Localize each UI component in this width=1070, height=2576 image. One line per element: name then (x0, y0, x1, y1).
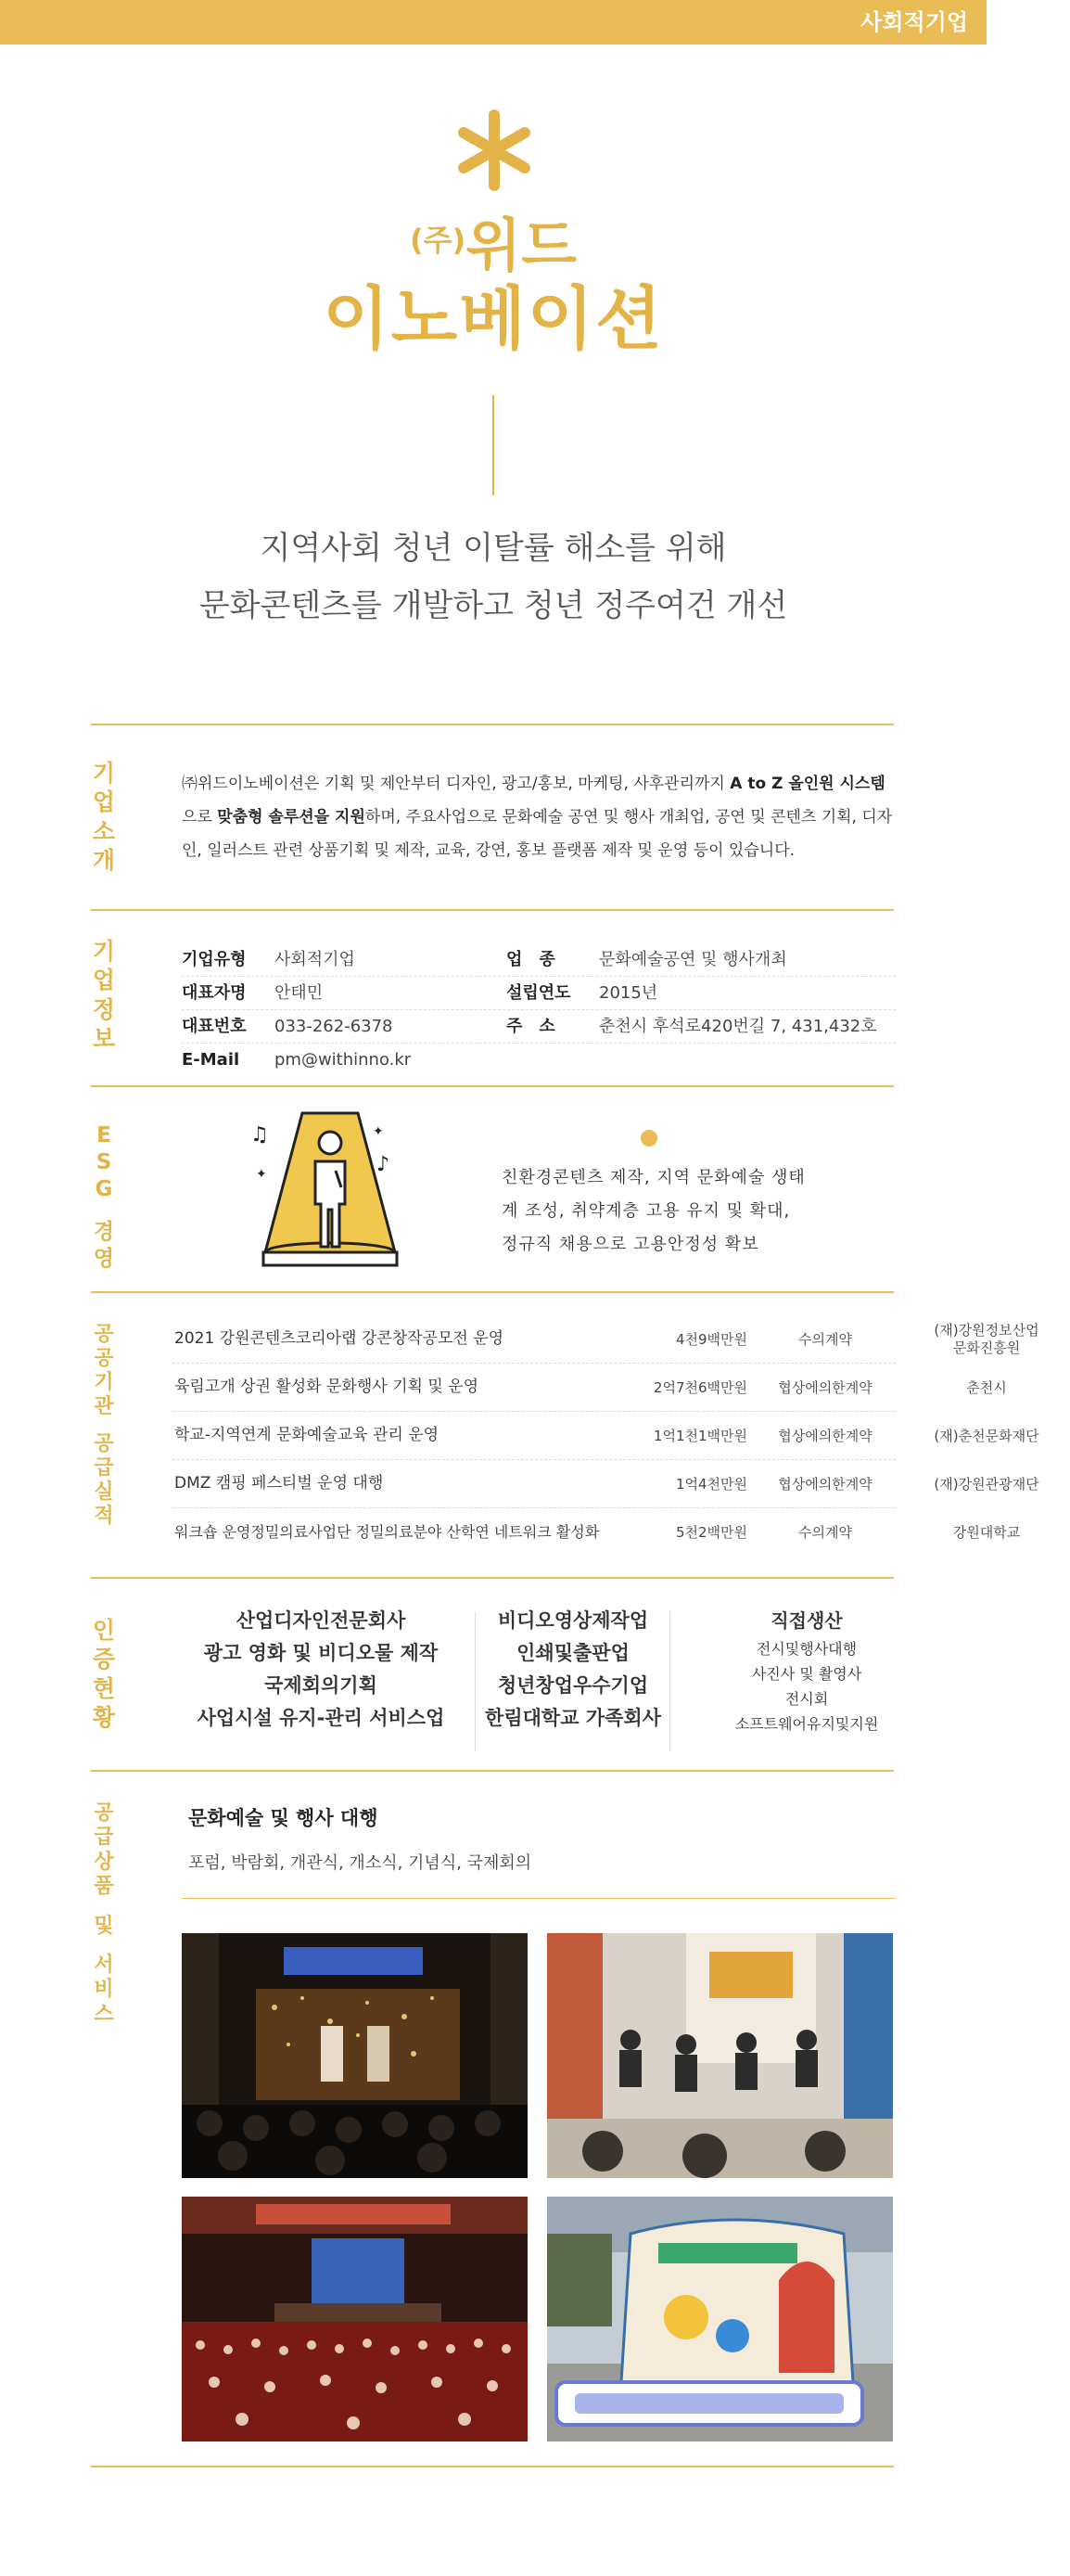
email-value[interactable]: pm@withinno.kr (274, 1050, 412, 1070)
contract-type: 협상에의한계약 (778, 1475, 873, 1493)
table-row (172, 1460, 1039, 1508)
divider (91, 909, 894, 911)
project-name: 학교-지역연계 문화예술교육 관리 운영 (174, 1426, 439, 1445)
company-prefix: (주) (410, 223, 466, 258)
contract-type: 수의계약 (798, 1330, 852, 1348)
client-org: (재)강원정보산업 문화진흥원 (934, 1322, 1039, 1356)
contract-amount: 1억1천1백만원 (653, 1427, 747, 1444)
info-row (182, 1044, 896, 1077)
svg-text:♫: ♫ (250, 1123, 269, 1147)
performer-spotlight-icon (250, 1113, 404, 1271)
client-org: (재)춘천문화재단 (934, 1427, 1039, 1444)
photo-concert-stage (182, 1933, 528, 2178)
cert-column-1: 산업디자인전문회사 광고 영화 및 비디오물 제작 국제회의기획 사업시설 유지-관리 서비스업 (197, 1609, 445, 1729)
photo-culture-city-sign (547, 2197, 893, 2441)
asterisk-icon (453, 109, 535, 191)
table-row (172, 1315, 1039, 1364)
company-type-value: 사회적기업 (274, 950, 355, 969)
contract-amount: 1억4천만원 (675, 1475, 747, 1493)
table-row (172, 1364, 1007, 1412)
divider (91, 1577, 894, 1579)
svg-text:♪: ♪ (376, 1153, 390, 1176)
table-row (172, 1412, 1039, 1460)
cert-column-2: 비디오영상제작업 인쇄및출판업 청년창업우수기업 한림대학교 가족회사 (485, 1609, 661, 1729)
divider (91, 1770, 894, 1772)
industry-key: 업 종 (506, 950, 555, 969)
contract-type: 협상에의한계약 (778, 1378, 873, 1396)
table-row (172, 1508, 1021, 1557)
address-key: 주 소 (506, 1017, 555, 1036)
project-name: 워크숍 운영정밀의료사업단 정밀의료분야 산학연 네트워크 활성화 (174, 1523, 600, 1541)
photo-panel-talk (547, 1933, 893, 2178)
client-org: 춘천시 (966, 1378, 1007, 1396)
contract-type: 협상에의한계약 (778, 1427, 873, 1444)
photo-forum-hall (182, 2197, 528, 2441)
project-name: 육림고개 상권 활성화 문화행사 기획 및 운영 (174, 1378, 479, 1397)
founded-value: 2015년 (599, 983, 658, 1003)
service-title: 문화예술 및 행사 대행 (188, 1807, 378, 1829)
client-org: 강원대학교 (952, 1523, 1021, 1541)
company-name-line2: 이노베이션 (323, 279, 664, 360)
esg-description: 친환경콘텐츠 제작, 지역 문화예술 생태 계 조성, 취약계층 고용 유지 및 확대, 정규직 채용으로 고용안정성 확보 (502, 1168, 806, 1254)
section-label-intro: 기 업 소 개 (92, 760, 116, 874)
client-org: (재)강원관광재단 (934, 1475, 1039, 1493)
section-label-services: 공 급 상 품 및 서 비 스 (94, 1801, 114, 2026)
industry-value: 문화예술공연 및 행사개최 (599, 950, 787, 969)
info-row (182, 1010, 896, 1044)
info-row (182, 977, 896, 1010)
cert-separator (475, 1612, 476, 1751)
divider (91, 2466, 894, 2467)
top-bar (0, 0, 987, 45)
cert-column-3: 직접생산 전시및행사대행 사진사 및 촬영사 전시회 소프트웨어유지및지원 (734, 1609, 879, 1733)
phone-value[interactable]: 033-262-6378 (274, 1017, 393, 1036)
section-label-supply: 공 공 기 관 공 급 실 적 (94, 1323, 114, 1528)
company-name-line1: 위드 (465, 211, 577, 279)
company-info-grid (182, 943, 896, 1077)
section-label-esg: E S G 경 영 (93, 1123, 115, 1271)
ceo-value: 안태민 (274, 983, 324, 1003)
supply-record-table (172, 1315, 1039, 1557)
service-description: 포럼, 박람회, 개관식, 개소식, 기념식, 국제회의 (188, 1853, 532, 1873)
hero-divider (492, 395, 494, 495)
info-row (182, 943, 896, 977)
founded-key: 설립연도 (506, 983, 571, 1003)
slogan-line1: 지역사회 청년 이탈률 해소를 위해 (260, 530, 727, 567)
address-value: 춘천시 후석로420번길 7, 431,432호 (599, 1017, 877, 1036)
company-type-key: 기업유형 (182, 950, 247, 969)
company-title (0, 211, 987, 360)
cert-separator (669, 1612, 670, 1751)
project-name: DMZ 캠핑 페스티벌 운영 대행 (174, 1474, 384, 1493)
bullet-dot (641, 1130, 657, 1147)
svg-text:✦: ✦ (256, 1167, 267, 1182)
divider (91, 1291, 894, 1293)
divider (91, 1085, 894, 1087)
contract-amount: 4천9백만원 (675, 1330, 747, 1348)
email-key: E-Mail (182, 1050, 240, 1070)
project-name: 2021 강원콘텐츠코리아랩 강콘창작공모전 운영 (174, 1329, 504, 1349)
slogan-line2: 문화콘텐츠를 개발하고 청년 정주여건 개선 (198, 587, 788, 624)
svg-text:✦: ✦ (373, 1124, 384, 1139)
social-enterprise-badge: 사회적기업 (860, 9, 968, 35)
contract-amount: 5천2백만원 (675, 1523, 747, 1541)
company-intro-text: ㈜위드이노베이션은 기획 및 제안부터 디자인, 광고/홍보, 마케팅, 사후관리까지 A to Z 올인원 시스템으로 맞춤형 솔루션을 지원하며, 주요사업으로 문화예술 공연 및 행사 개최업, 공연 및 콘텐츠 기획, 디자인, 일러스트 관련 상품기획 및 제작, 교육, 강연, 홍보 플랫폼 제작 및 운영 등이 있습니다. (182, 775, 893, 860)
phone-key: 대표번호 (182, 1017, 247, 1036)
service-divider (182, 1898, 896, 1899)
contract-amount: 2억7천6백만원 (653, 1378, 747, 1396)
hero-slogan (0, 519, 987, 634)
ceo-key: 대표자명 (182, 983, 247, 1003)
section-label-certs: 인 증 현 황 (92, 1617, 116, 1731)
divider (91, 724, 894, 725)
contract-type: 수의계약 (798, 1523, 852, 1541)
section-label-info: 기 업 정 보 (92, 938, 116, 1052)
